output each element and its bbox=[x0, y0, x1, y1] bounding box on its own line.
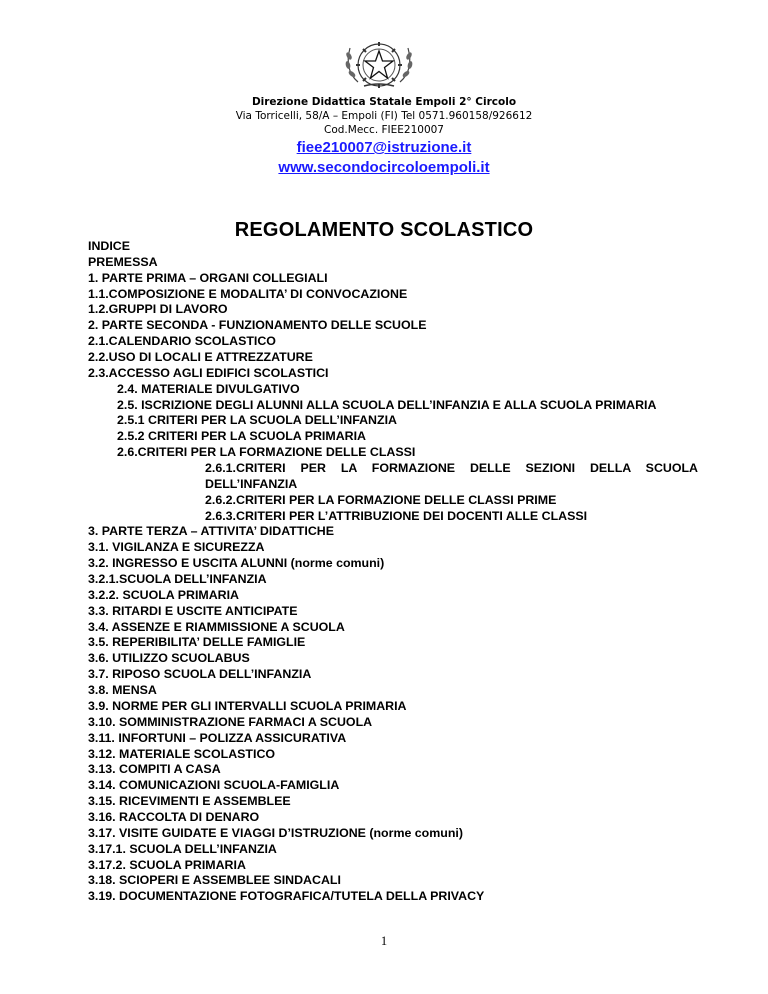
table-of-contents bbox=[88, 239, 698, 905]
toc-entry: 1.1.COMPOSIZIONE E MODALITA’ DI CONVOCAZIONE bbox=[88, 286, 408, 301]
toc-entry: 3.9. NORME PER GLI INTERVALLI SCUOLA PRIMARIA bbox=[88, 698, 407, 713]
italian-republic-emblem-icon bbox=[328, 38, 430, 90]
website-link[interactable]: www.secondocircoloempoli.it bbox=[278, 159, 490, 176]
toc-entry: 1.2.GRUPPI DI LAVORO bbox=[88, 302, 228, 317]
toc-entry: 3.11. INFORTUNI – POLIZZA ASSICURATIVA bbox=[88, 730, 347, 745]
toc-entry: 2.6.3.CRITERI PER L’ATTRIBUZIONE DEI DOCENTI ALLE CLASSI bbox=[205, 508, 588, 523]
toc-entry: 3.17.2. SCUOLA PRIMARIA bbox=[88, 857, 246, 872]
toc-entry: 2.4. MATERIALE DIVULGATIVO bbox=[117, 381, 300, 396]
toc-entry: 2.5.2 CRITERI PER LA SCUOLA PRIMARIA bbox=[117, 429, 366, 444]
toc-entry: 3.17. VISITE GUIDATE E VIAGGI D’ISTRUZIONE (norme comuni) bbox=[88, 825, 463, 840]
toc-entry: 3.6. UTILIZZO SCUOLABUS bbox=[88, 651, 250, 666]
page-number: 1 bbox=[380, 934, 388, 948]
toc-entry: 3.2. INGRESSO E USCITA ALUNNI (norme comuni) bbox=[88, 556, 385, 571]
toc-entry: 2.6.CRITERI PER LA FORMAZIONE DELLE CLASSI bbox=[117, 445, 416, 460]
toc-entry: 2.6.1.CRITERI PER LA FORMAZIONE DELLE SEZIONI DELLA SCUOLA DELL’INFANZIA bbox=[205, 461, 698, 491]
toc-entry: 3.10. SOMMINISTRAZIONE FARMACI A SCUOLA bbox=[88, 714, 373, 729]
toc-entry: 2.6.2.CRITERI PER LA FORMAZIONE DELLE CLASSI PRIME bbox=[205, 492, 557, 507]
toc-entry: 3.2.2. SCUOLA PRIMARIA bbox=[88, 587, 240, 602]
toc-entry: 3.8. MENSA bbox=[88, 683, 157, 698]
toc-entry: 3.12. MATERIALE SCOLASTICO bbox=[88, 746, 276, 761]
institution-address: Via Torricelli, 58/A – Empoli (FI) Tel 0571.960158/926612 bbox=[235, 110, 533, 122]
institution-name: Direzione Didattica Statale Empoli 2° Circolo bbox=[251, 96, 517, 108]
institution-code: Cod.Mecc. FIEE210007 bbox=[324, 124, 444, 136]
toc-entry: 2.1.CALENDARIO SCOLASTICO bbox=[88, 334, 276, 349]
toc-entry: 1. PARTE PRIMA – ORGANI COLLEGIALI bbox=[88, 270, 328, 285]
toc-entry: 2.2.USO DI LOCALI E ATTREZZATURE bbox=[88, 350, 313, 365]
toc-entry: 3.18. SCIOPERI E ASSEMBLEE SINDACALI bbox=[88, 873, 341, 888]
toc-entry: 2.5. ISCRIZIONE DEGLI ALUNNI ALLA SCUOLA DELL’INFANZIA E ALLA SCUOLA PRIMARIA bbox=[117, 397, 657, 412]
toc-entry: 3.16. RACCOLTA DI DENARO bbox=[88, 809, 260, 824]
toc-entry: 3.13. COMPITI A CASA bbox=[88, 762, 221, 777]
toc-entry: 3.19. DOCUMENTAZIONE FOTOGRAFICA/TUTELA DELLA PRIVACY bbox=[88, 889, 485, 904]
toc-entry: 3.17.1. SCUOLA DELL’INFANZIA bbox=[88, 841, 277, 856]
toc-entry: 2.5.1 CRITERI PER LA SCUOLA DELL’INFANZIA bbox=[117, 413, 397, 428]
toc-entry: 3.1. VIGILANZA E SICUREZZA bbox=[88, 540, 265, 555]
toc-entry: 3.14. COMUNICAZIONI SCUOLA-FAMIGLIA bbox=[88, 778, 340, 793]
toc-entry: 3.3. RITARDI E USCITE ANTICIPATE bbox=[88, 603, 298, 618]
toc-entry: INDICE bbox=[88, 239, 130, 253]
toc-entry: 3.7. RIPOSO SCUOLA DELL’INFANZIA bbox=[88, 667, 312, 682]
toc-entry: 3.4. ASSENZE E RIAMMISSIONE A SCUOLA bbox=[88, 619, 345, 634]
toc-entry: 2.3.ACCESSO AGLI EDIFICI SCOLASTICI bbox=[88, 365, 329, 380]
toc-entry: 3.5. REPERIBILITA’ DELLE FAMIGLIE bbox=[88, 635, 306, 650]
toc-entry: PREMESSA bbox=[88, 254, 158, 269]
email-link[interactable]: fiee210007@istruzione.it bbox=[296, 139, 472, 156]
document-title: REGOLAMENTO SCOLASTICO bbox=[234, 219, 534, 241]
toc-entry: 3. PARTE TERZA – ATTIVITA’ DIDATTICHE bbox=[88, 524, 334, 539]
toc-entry: 3.15. RICEVIMENTI E ASSEMBLEE bbox=[88, 794, 291, 809]
toc-entry: 2. PARTE SECONDA - FUNZIONAMENTO DELLE SCUOLE bbox=[88, 318, 427, 333]
toc-entry: 3.2.1.SCUOLA DELL’INFANZIA bbox=[88, 572, 267, 587]
